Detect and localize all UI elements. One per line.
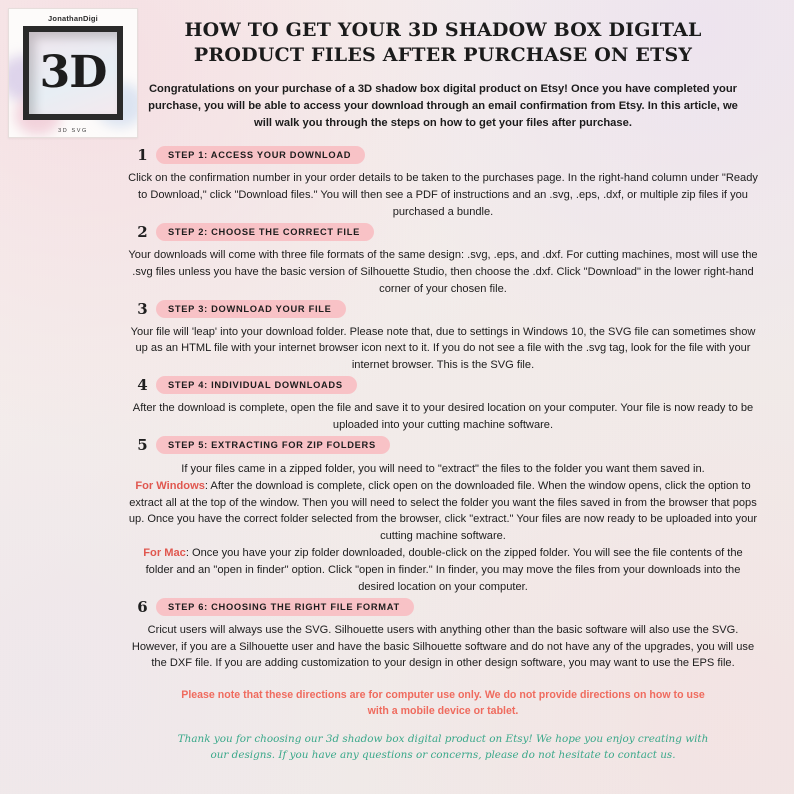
thank-you-note: Thank you for choosing our 3d shadow box digital product on Etsy! We hope you enjoy creating with our designs. If you have any questions or concerns, please do not hesitate to contact us. — [177, 733, 709, 761]
steps-list — [118, 146, 768, 672]
step-1-number: 1 — [137, 146, 148, 165]
step-6 — [118, 598, 768, 673]
step-3-label: STEP 3: DOWNLOAD YOUR FILE — [156, 300, 346, 318]
step-1-header — [118, 146, 768, 164]
step-5-body — [128, 461, 758, 596]
logo-frame — [23, 26, 123, 120]
step-6-label: STEP 6: CHOOSING THE RIGHT FILE FORMAT — [156, 598, 414, 616]
step-1 — [118, 146, 768, 221]
step-5-windows-body: : After the download is complete, click open on the downloaded file. When the window opens, click the option to extract all at the top of the window. Then you will need to select the folder you want the files saved in from the browser that pops up. Once you have the correct folder selected from the browser, click "extract." Your files are now ready to be uploaded into your cutting machine software. — [128, 479, 758, 543]
disclaimer-note: Please note that these directions are for computer use only. We do not provide directions on how to use with a mobile device or tablet. — [181, 689, 705, 718]
step-2-header — [118, 223, 768, 241]
page-title: HOW TO GET YOUR 3D SHADOW BOX DIGITAL PRODUCT FILES AFTER PURCHASE ON ETSY — [184, 19, 702, 66]
step-2-label: STEP 2: CHOOSE THE CORRECT FILE — [156, 223, 374, 241]
step-3-number: 3 — [137, 299, 148, 318]
step-4-header — [118, 376, 768, 394]
step-5-label: STEP 5: EXTRACTING FOR ZIP FOLDERS — [156, 436, 390, 454]
step-6-number: 6 — [137, 597, 148, 616]
step-5-windows-label: For Windows — [135, 479, 205, 492]
step-3 — [118, 300, 768, 375]
step-4-label: STEP 4: INDIVIDUAL DOWNLOADS — [156, 376, 357, 394]
shop-name: JonathanDigi — [48, 14, 98, 23]
article-content — [118, 18, 768, 763]
step-6-body: Cricut users will always use the SVG. Silhouette users with anything other than the basic software will also use the SVG. However, if you are a Silhouette user and have the basic Silhouette software and do not have any of the upgrades, you will use the DXF file. If you are adding customization to your design in other design software, you may want to use the EPS file. — [131, 623, 755, 670]
step-5-header — [118, 436, 768, 454]
step-1-body: Click on the confirmation number in your order details to be taken to the purchases page. In the right-hand column under "Ready to Download," click "Download files." You will then see a PDF of instructions and an .svg, .eps, .dxf, or multiple zip files if you purchased a bundle. — [128, 172, 758, 219]
step-5 — [118, 436, 768, 596]
step-4-number: 4 — [137, 376, 148, 395]
step-3-header — [118, 300, 768, 318]
logo-sub-label: 3D SVG — [58, 128, 88, 134]
step-2-body: Your downloads will come with three file formats of the same design: .svg, .eps, and .dxf. For cutting machines, most will use the .svg files unless you have the basic version of Silhouette Studio, then choose the .dxf. Click "Download" in the lower right-hand corner of your chosen file. — [128, 249, 758, 295]
step-5-intro: If your files came in a zipped folder, you will need to "extract" the files to the folder you want them saved in. — [181, 462, 705, 475]
step-4 — [118, 376, 768, 434]
step-5-number: 5 — [137, 435, 148, 454]
step-2 — [118, 223, 768, 298]
step-5-mac-label: For Mac — [143, 547, 186, 560]
step-5-mac-body: : Once you have your zip folder downloaded, double-click on the zipped folder. You will see the file contents of the folder and an "open in finder" option. Click "open in finder." In finder, you may move the files from your downloads into the desired location on your computer. — [145, 547, 743, 593]
step-1-label: STEP 1: ACCESS YOUR DOWNLOAD — [156, 146, 365, 164]
intro-paragraph: Congratulations on your purchase of a 3D shadow box digital product on Etsy! Once you have completed your purchase, you will be able to access your download through an email confirmation from Etsy. In this article, we will walk you through the steps on how to get your files after purchase. — [148, 83, 738, 130]
step-2-number: 2 — [137, 223, 148, 241]
step-4-body: After the download is complete, open the file and save it to your desired location on your computer. Your file is now ready to be uploaded into your cutting machine software. — [132, 402, 754, 432]
step-3-body: Your file will 'leap' into your download folder. Please note that, due to settings in Windows 10, the SVG file can sometimes show up as an HTML file with your internet browser icon next to it. If you do not see a file with the .svg tag, look for the file with your internet browser. This is the SVG file. — [130, 325, 756, 372]
logo-3d-text: 3D — [39, 47, 107, 98]
step-6-header — [118, 598, 768, 616]
